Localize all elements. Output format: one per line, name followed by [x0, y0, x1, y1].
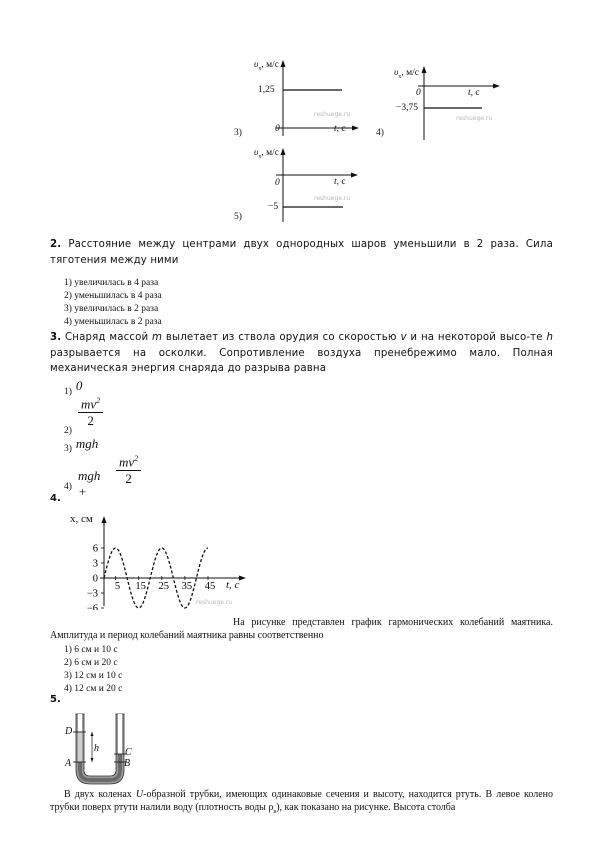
question-3-number: 3.	[50, 332, 62, 343]
graph-4-t-label: t, с	[468, 88, 480, 98]
question-3	[50, 330, 553, 377]
graph-option-3-label: 3)	[234, 128, 242, 138]
fraction-mv2-over-2: $\frac{mv^2}{2}$	[116, 454, 141, 487]
graph-4-origin: 0	[416, 88, 421, 98]
tube-inner	[80, 714, 120, 780]
question-2-options	[64, 277, 553, 329]
graph-5-value-label: −5	[268, 202, 279, 212]
answer-option[interactable]: 4) уменьшилась в 2 раза	[64, 317, 162, 327]
graph-3-value-label: 1,25	[258, 85, 275, 95]
question-2-number: 2.	[50, 239, 62, 250]
water-column	[78, 732, 82, 762]
answer-option[interactable]: 3) 12 см и 10 с	[64, 671, 123, 681]
graph-5-watermark: reshuege.ru	[314, 195, 351, 202]
chart-x-tick-label: 35	[181, 581, 193, 592]
question-2-body: Расстояние между центрами двух однородных шаров уменьшили в 2 раза. Сила тяготения между ними	[50, 239, 553, 266]
answer-option[interactable]: 2) уменьшилась в 4 раза	[64, 291, 162, 301]
graph-4-v-arrow	[422, 66, 427, 73]
graph-option-4	[376, 64, 506, 144]
chart-y-tick-label: 0	[92, 573, 98, 585]
graph-5-t-label: t, с	[334, 177, 346, 187]
graph-4-watermark: reshuege.ru	[456, 115, 493, 122]
label-D: D	[65, 726, 73, 737]
fraction-mv2-over-2: $\frac{mv^2}{2}$	[78, 396, 103, 429]
answer-option[interactable]: 4) 12 см и 20 с	[64, 684, 123, 694]
answer-option[interactable]: 1) увеличилась в 4 раза	[64, 278, 159, 288]
question-3-option-1[interactable]: 1) $^0$	[64, 378, 83, 397]
u-tube-figure	[60, 708, 140, 788]
chart-x-label: t, с	[226, 579, 240, 591]
chart-x-tick-label: 15	[135, 581, 146, 592]
label-h: h	[94, 743, 99, 754]
graph-5-t-arrow	[351, 173, 358, 178]
question-4-text: На рисунке представлен график гармонических колебаний маятника. Амплитуда и период колебаний маятника равны соответственно	[50, 617, 553, 641]
question-4-text-block	[50, 616, 553, 696]
tube-walls	[76, 714, 124, 784]
question-3-text: 3. Снаряд массой m вылетает из ствола орудия со скоростью v и на некоторой высо-те h разрывается на осколки. Сопротивление воздуха пренебрежимо мало. Полная механическая энергия снаряда до разрыва равна	[50, 332, 554, 374]
chart-x-tick-label: 5	[114, 581, 121, 592]
chart-x-tick-label: 25	[158, 581, 170, 592]
graph-3-v-arrow	[281, 60, 286, 67]
graph-option-3	[230, 58, 360, 143]
chart-y-label: x, см	[70, 513, 93, 525]
graph-3-watermark: reshuege.ru	[314, 111, 351, 118]
answer-option[interactable]: 3) увеличилась в 2 раза	[64, 304, 159, 314]
chart-y-arrow	[102, 516, 107, 523]
question-3-option-3[interactable]: 3) mgh	[64, 436, 99, 454]
chart-y-tick-label: 3	[92, 558, 98, 570]
question-2	[50, 237, 553, 329]
chart-y-tick-label: −3	[86, 588, 98, 600]
answer-option[interactable]: 1) 6 см и 10 с	[64, 645, 118, 655]
graph-4-value-label: −3,75	[396, 103, 418, 113]
graph-3-t-arrow	[352, 126, 359, 131]
graph-3-origin: 0	[275, 124, 280, 134]
graph-5-v-label: $\upsilon_x$, м/с	[254, 148, 279, 160]
question-4-options	[64, 644, 553, 696]
graph-3-v-label: $\upsilon_x$, м/с	[254, 60, 279, 72]
answer-option[interactable]: 2) 6 см и 20 с	[64, 658, 118, 668]
graph-3-t-label: t, с	[334, 124, 346, 134]
graph-option-5-label: 5)	[234, 212, 242, 222]
graph-4-v-label: $\upsilon_x$, м/с	[394, 68, 419, 80]
graph-4-t-arrow	[493, 84, 500, 89]
chart-x-arrow	[239, 576, 246, 581]
chart-y-tick-label: 6	[92, 543, 98, 555]
label-C: C	[125, 747, 132, 758]
oscillation-chart-svg	[60, 510, 250, 610]
question-5-number: 5.	[50, 694, 61, 705]
chart-watermark: reshuege.ru	[196, 599, 233, 606]
graph-option-5	[230, 146, 360, 226]
question-5-text: В двух коленах U-образной трубки, имеющих одинаковые сечения и высоту, находится ртуть. В левое колено трубки поверх ртути налили воду (плотность воды $\rho_в$), как показано на рисунке. Высота столба	[50, 789, 553, 815]
question-4-number: 4.	[50, 493, 61, 504]
question-4-chart	[60, 510, 250, 610]
chart-y-tick-label: −6	[86, 603, 98, 610]
label-A: A	[65, 758, 72, 769]
graph-option-4-label: 4)	[376, 128, 384, 138]
graph-5-v-arrow	[281, 148, 286, 155]
chart-x-tick-label: 45	[204, 581, 216, 592]
graph-5-origin: 0	[275, 178, 280, 188]
question-2-text	[50, 237, 553, 268]
label-B: B	[124, 758, 131, 769]
